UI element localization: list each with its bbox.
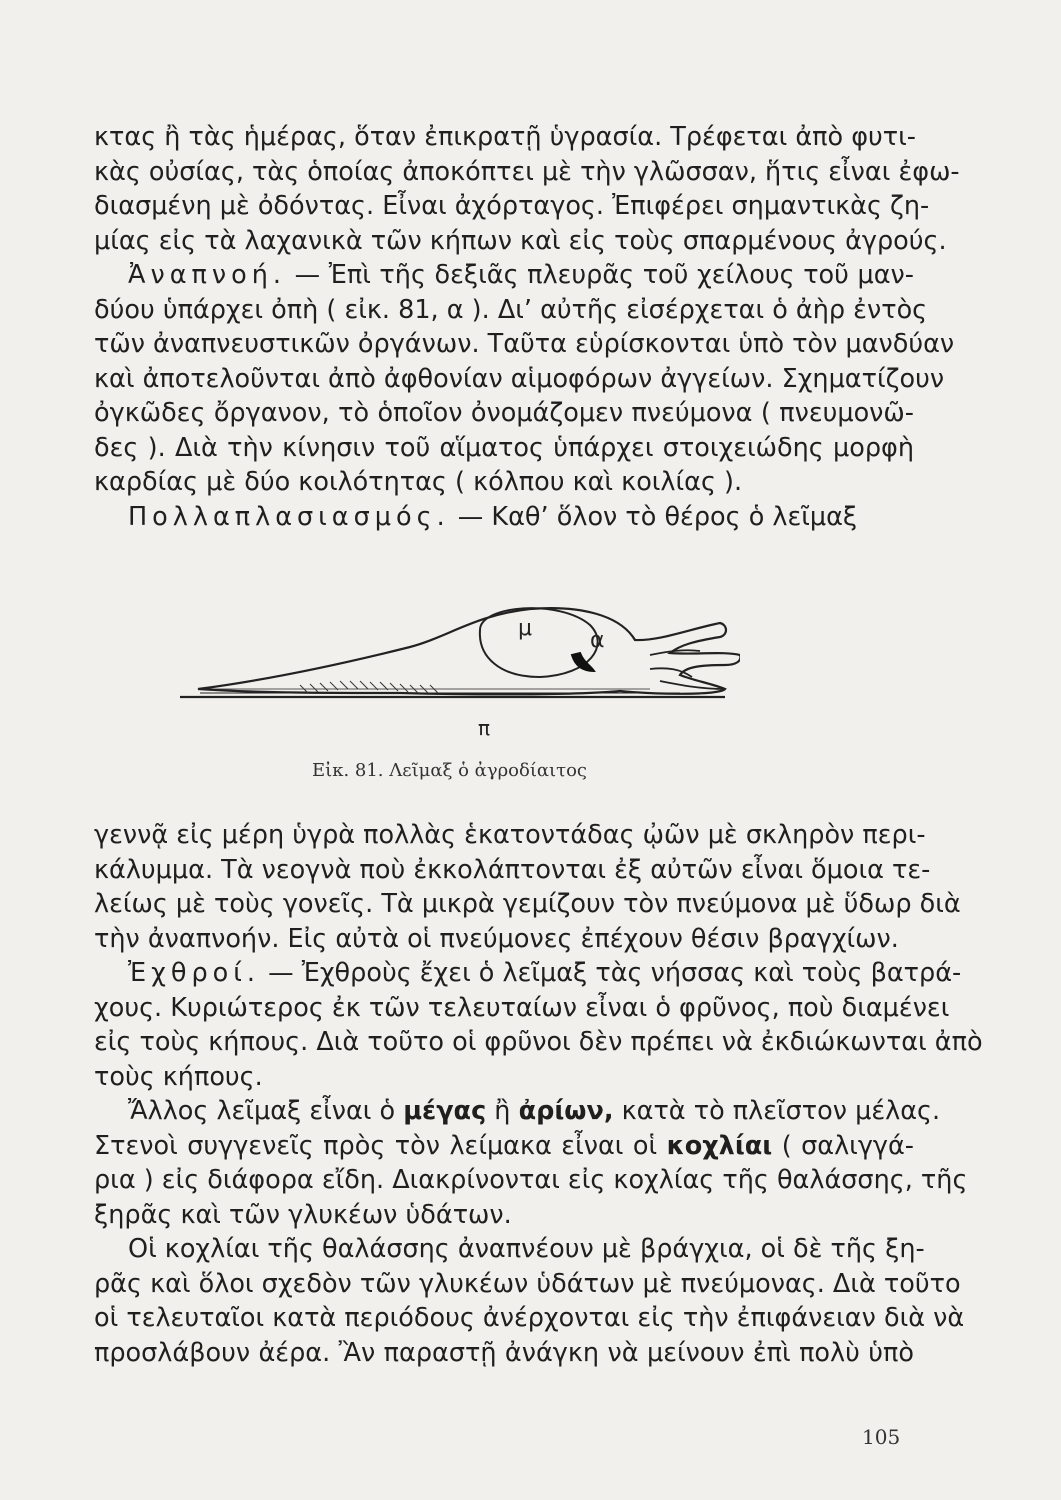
slug-illustration — [180, 585, 740, 745]
respiration-text: — Ἐπὶ τῆς δεξιᾶς πλευρᾶς τοῦ χείλους τοῦ μαν- — [294, 260, 915, 290]
paragraph-line: δύου ὑπάρχει ὀπὴ ( εἰκ. 81, α ). Δι’ αὐτῆς εἰσέρχεται ὁ ἀὴρ ἐντὸς — [94, 294, 928, 325]
paragraph-line: κάλυμμα. Τὰ νεογνὰ ποὺ ἐκκολάπτονται ἐξ αὐτῶν εἶναι ὅμοια τε- — [94, 854, 931, 885]
paragraph-line: ὀγκῶδες ὄργανον, τὸ ὁποῖον ὀνομάζομεν πνεύμονα ( πνευμονῶ- — [94, 398, 914, 428]
respiration-first-line — [94, 258, 914, 293]
text-run: Ἄλλος λεῖμαξ εἶναι ὁ — [128, 1096, 404, 1126]
paragraph-line: προσλάβουν ἀέρα. Ἂν παραστῇ ἀνάγκη νὰ μείνουν ἐπὶ πολὺ ὑπὸ — [94, 1337, 914, 1368]
paragraph-line: εἰς τοὺς κήπους. Διὰ τοῦτο οἱ φρῦνοι δὲν πρέπει νὰ ἐκδιώκωνται ἀπὸ — [94, 1027, 983, 1057]
paragraph-line: οἱ τελευταῖοι κατὰ περιόδους ἀνέρχονται εἰς τὴν ἐπιφάνειαν διὰ νὰ — [94, 1303, 965, 1333]
bold-term-arion: ἀρίων, — [518, 1096, 614, 1126]
enemies-first-line — [94, 956, 962, 991]
enemies-heading: Ἐχθροί. — [128, 958, 260, 988]
label-opening: α — [590, 628, 605, 653]
text-run: ἢ — [486, 1096, 519, 1126]
respiration-heading: Ἀναπνοή. — [128, 260, 286, 290]
slug-foot-hatching — [300, 681, 438, 693]
page-number: 105 — [862, 1425, 901, 1449]
reproduction-heading: Πολλαπλασιασμός. — [128, 501, 450, 532]
text-run: Στενοὶ συγγενεῖς πρὸς τὸν λείμακα εἶναι οἱ — [94, 1130, 667, 1161]
text-run: κατὰ τὸ πλεῖστον μέλας. — [613, 1096, 941, 1126]
paragraph-line: κτας ἢ τὰς ἡμέρας, ὅταν ἐπικρατῇ ὑγρασία. Τρέφεται ἀπὸ φυτι- — [94, 122, 916, 152]
paragraph-line: τοὺς κήπους. — [94, 1061, 263, 1092]
paragraph-line: ρια ) εἰς διάφορα εἴδη. Διακρίνονται εἰς κοχλίας τῆς θαλάσσης, τῆς — [94, 1165, 968, 1195]
slug-figure — [180, 585, 740, 745]
label-foot: π — [478, 716, 491, 740]
bold-term-kochliai: κοχλίαι — [666, 1130, 773, 1161]
snails-line — [94, 1129, 914, 1164]
paragraph-line: δες ). Διὰ τὴν κίνησιν τοῦ αἵματος ὑπάρχει στοιχειώδης μορφὴ — [94, 432, 914, 463]
text-run: ( σαλιγγά- — [772, 1130, 915, 1161]
bold-term-megas: μέγας — [403, 1096, 487, 1126]
paragraph-line: χους. Κυριώτερος ἐκ τῶν τελευταίων εἶναι ὁ φρῦνος, ποὺ διαμένει — [94, 992, 950, 1023]
paragraph-line: διασμένη μὲ ὀδόντας. Εἶναι ἀχόρταγος. Ἐπιφέρει σημαντικὰς ζη- — [94, 191, 930, 221]
paragraph-line: τὴν ἀναπνοήν. Εἰς αὐτὰ οἱ πνεύμονες ἐπέχουν θέσιν βραγχίων. — [94, 923, 899, 954]
paragraph-line: Οἱ κοχλίαι τῆς θαλάσσης ἀναπνέουν μὲ βράγχια, οἱ δὲ τῆς ξη- — [128, 1234, 925, 1264]
paragraph-line: τῶν ἀναπνευστικῶν ὀργάνων. Ταῦτα εὑρίσκονται ὑπὸ τὸν μανδύαν — [94, 329, 955, 359]
paragraph-line: κὰς οὐσίας, τὰς ὁποίας ἀποκόπτει μὲ τὴν γλῶσσαν, ἥτις εἶναι ἐφω- — [94, 156, 960, 187]
paragraph-line: μίας εἰς τὰ λαχανικὰ τῶν κήπων καὶ εἰς τοὺς σπαρμένους ἀγρούς. — [94, 225, 947, 256]
paragraph-line: ρᾶς καὶ ὅλοι σχεδὸν τῶν γλυκέων ὑδάτων μὲ πνεύμονας. Διὰ τοῦτο — [94, 1268, 961, 1299]
text-block-top — [94, 120, 960, 534]
paragraph-line: γεννᾷ εἰς μέρη ὑγρὰ πολλὰς ἑκατοντάδας ᾠῶν μὲ σκληρὸν περι- — [94, 820, 926, 850]
text-block-bottom — [94, 818, 983, 1370]
paragraph-line: καρδίας μὲ δύο κοιλότητας ( κόλπου καὶ κοιλίας ). — [94, 467, 743, 497]
label-mantle: μ — [518, 616, 532, 641]
enemies-text: — Ἐχθροὺς ἔχει ὁ λεῖμαξ τὰς νήσσας καὶ τοὺς βατρά- — [268, 958, 962, 988]
paragraph-line: ξηρᾶς καὶ τῶν γλυκέων ὑδάτων. — [94, 1199, 512, 1230]
reproduction-text: — Καθ’ ὅλον τὸ θέρος ὁ λεῖμαξ — [457, 501, 858, 532]
slug-body — [198, 608, 740, 694]
reproduction-first-line — [94, 500, 914, 535]
paragraph-line: καὶ ἀποτελοῦνται ἀπὸ ἀφθονίαν αἱμοφόρων ἀγγείων. Σχηματίζουν — [94, 363, 945, 394]
figure-caption: Εἰκ. 81. Λεῖμαξ ὁ ἀγροδίαιτος — [312, 760, 587, 781]
other-slug-line — [94, 1094, 941, 1129]
paragraph-line: λείως μὲ τοὺς γονεῖς. Τὰ μικρὰ γεμίζουν τὸν πνεύμονα μὲ ὕδωρ διὰ — [94, 889, 961, 919]
